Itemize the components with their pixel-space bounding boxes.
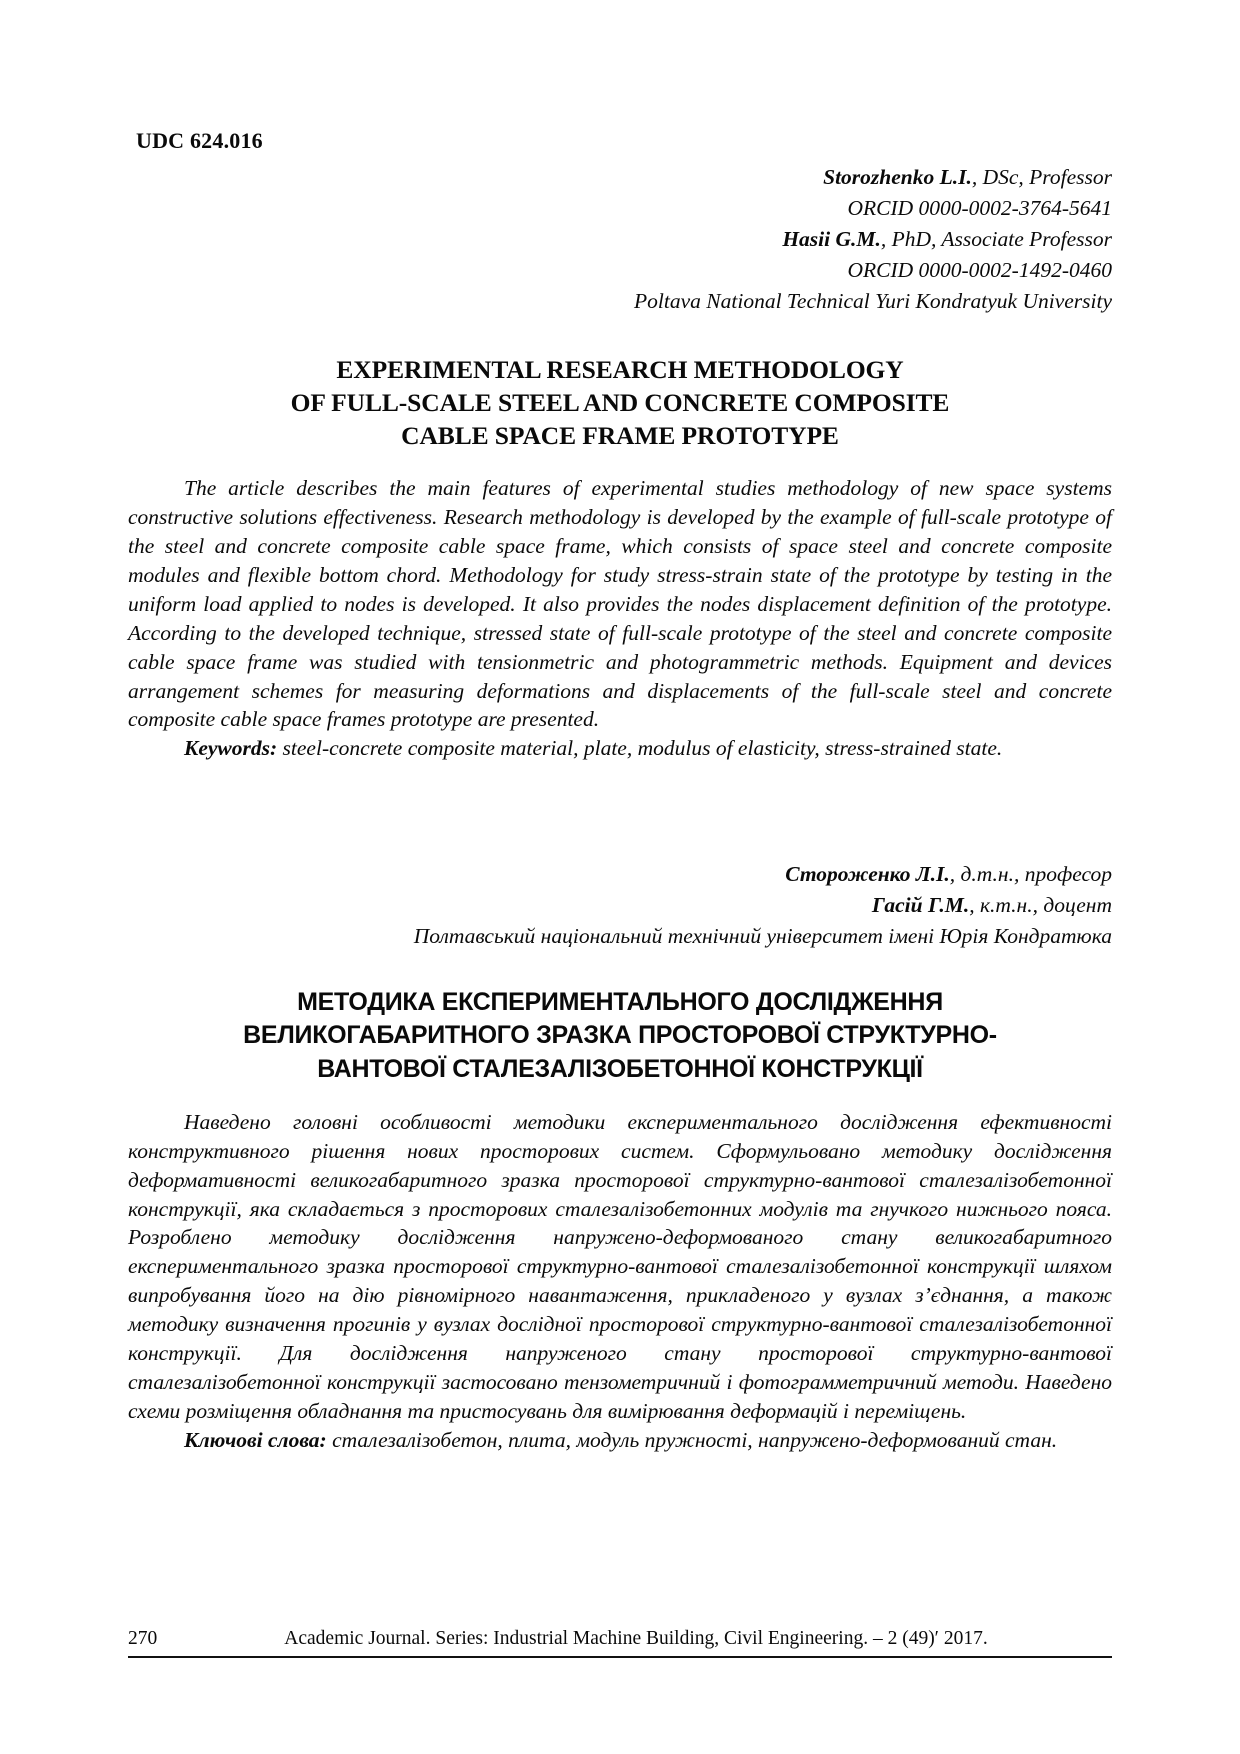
keywords-label: Keywords: bbox=[184, 736, 278, 761]
keywords-ukrainian bbox=[128, 1426, 1112, 1455]
abstract-ukrainian bbox=[128, 1108, 1112, 1455]
title-line: ВЕЛИКОГАБАРИТНОГО ЗРАЗКА ПРОСТОРОВОЇ СТРУКТУРНО- bbox=[243, 1021, 997, 1050]
author-name: Гасій Г.М. bbox=[871, 893, 970, 918]
page-footer bbox=[128, 1628, 1112, 1658]
author-credentials: , DSc, Professor bbox=[971, 165, 1112, 189]
title-line: OF FULL-SCALE STEEL AND CONCRETE COMPOSITE bbox=[290, 387, 950, 417]
title-line: ВАНТОВОЇ СТАЛЕЗАЛІЗОБЕТОННОЇ КОНСТРУКЦІЇ bbox=[317, 1054, 923, 1083]
abstract-body: Наведено головні особливості методики експериментального дослідження ефективності конструктивного рішення нових просторових систем. Сформульовано методику дослідження деформативності великогабаритного зразка просторової структурно-вантової сталезалізобетонної конструкції, яка складається з просторових сталезалізобетонних модулів та гнучкого нижнього пояса. Розроблено методику дослідження напружено-деформованого стану великогабаритного експериментального зразка просторової структурно-вантової сталезалізобетонної конструкції шляхом випробування його на дію рівномірного навантаження, прикладеного у вузлах з’єднання, а також методику визначення прогинів у вузлах дослідної просторової структурно-вантової сталезалізобетонної конструкції. Для дослідження напруженого стану просторової структурно-вантової сталезалізобетонної конструкції застосовано тензометричний і фотограмметричний методи. Наведено схеми розміщення обладнання та пристосувань для вимірювання деформацій і переміщень. bbox=[128, 1109, 1112, 1423]
author-name: Стороженко Л.І. bbox=[785, 862, 950, 887]
title-line: EXPERIMENTAL RESEARCH METHODOLOGY bbox=[336, 354, 904, 384]
author-credentials: , к.т.н., доцент bbox=[969, 893, 1112, 918]
keywords-text: steel-concrete composite material, plate, modulus of elasticity, stress-strained state. bbox=[277, 736, 1003, 761]
page-number: 270 bbox=[128, 1628, 158, 1649]
footer-row bbox=[128, 1628, 1112, 1656]
author-block-ukrainian bbox=[128, 859, 1112, 952]
author-line bbox=[128, 890, 1112, 921]
title-english bbox=[128, 353, 1112, 452]
keywords-english bbox=[128, 734, 1112, 763]
author-name: Hasii G.M. bbox=[782, 226, 881, 251]
title-ukrainian bbox=[128, 986, 1112, 1086]
footer-divider bbox=[128, 1656, 1112, 1658]
author-line bbox=[128, 224, 1112, 255]
page-content bbox=[128, 128, 1112, 1455]
affiliation-english: Poltava National Technical Yuri Kondratyuk University bbox=[634, 288, 1112, 313]
affiliation-ukrainian: Полтавський національний технічний університет імені Юрія Кондратюка bbox=[413, 924, 1112, 949]
author-line bbox=[128, 162, 1112, 193]
author-line bbox=[128, 859, 1112, 890]
author-orcid: ORCID 0000-0002-1492-0460 bbox=[847, 257, 1112, 282]
title-line: МЕТОДИКА ЕКСПЕРИМЕНТАЛЬНОГО ДОСЛІДЖЕННЯ bbox=[297, 988, 943, 1017]
keywords-label: Ключові слова: bbox=[184, 1427, 327, 1452]
author-credentials: , д.т.н., професор bbox=[949, 862, 1112, 887]
section-spacer bbox=[128, 763, 1112, 859]
abstract-english bbox=[128, 474, 1112, 763]
author-orcid: ORCID 0000-0002-3764-5641 bbox=[847, 195, 1112, 220]
abstract-body: The article describes the main features of experimental studies methodology of new space systems constructive solutions effectiveness. Research methodology is developed by the example of full-scale prototype of the steel and concrete composite cable space frame, which consists of space steel and concrete composite modules and flexible bottom chord. Methodology for study stress-strain state of the prototype by testing in the uniform load applied to nodes is developed. It also provides the nodes displacement definition of the prototype. According to the developed technique, stressed state of full-scale prototype of the steel and concrete composite cable space frame was studied with tensionmetric and photogrammetric methods. Equipment and devices arrangement schemes for measuring deformations and displacements of the full-scale steel and concrete composite cable space frames prototype are presented. bbox=[128, 476, 1112, 732]
udc-code: UDC 624.016 bbox=[136, 128, 263, 153]
author-name: Storozhenko L.I. bbox=[823, 165, 972, 189]
author-block-english bbox=[128, 162, 1112, 317]
author-credentials: , PhD, Associate Professor bbox=[880, 226, 1112, 251]
title-line: CABLE SPACE FRAME PROTOTYPE bbox=[401, 421, 839, 451]
journal-citation: Academic Journal. Series: Industrial Machine Building, Civil Engineering. – 2 (49)′ 2017. bbox=[284, 1628, 988, 1649]
keywords-text: сталезалізобетон, плита, модуль пружності, напружено-деформований стан. bbox=[326, 1427, 1058, 1452]
